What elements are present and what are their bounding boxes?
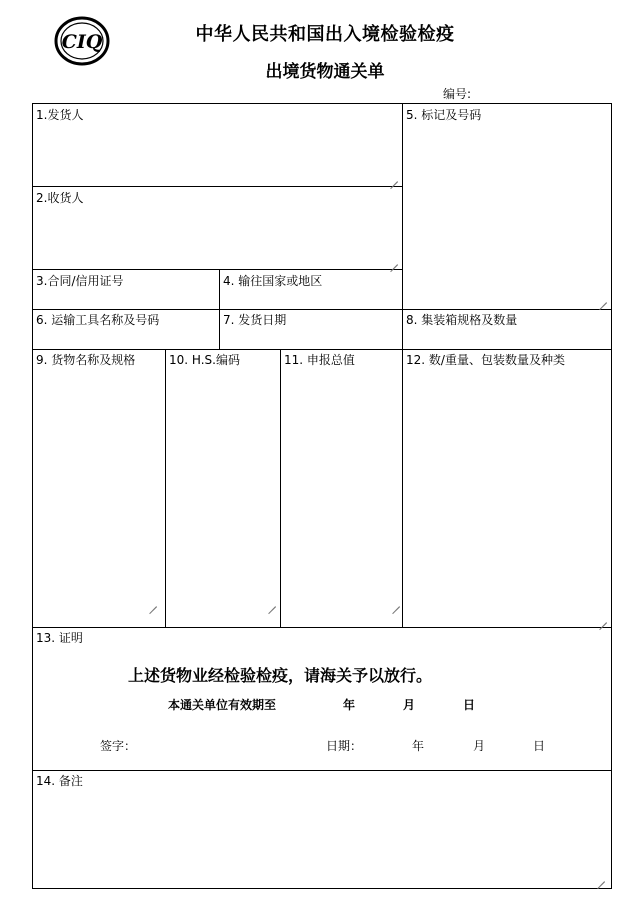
- goods-name-field[interactable]: [33, 350, 165, 627]
- consignee-label: 2.收货人: [36, 191, 84, 205]
- form-title: 中华人民共和国出入境检验检疫: [195, 24, 455, 45]
- resize-handle-icon[interactable]: [390, 257, 398, 265]
- declared-value-label: 11. 申报总值: [284, 353, 355, 367]
- resize-handle-icon[interactable]: [599, 295, 607, 303]
- divider: [32, 627, 612, 628]
- date-label: 日期：: [326, 739, 363, 753]
- transport-label: 6. 运输工具名称及号码: [36, 313, 160, 327]
- date-day-label: 日: [533, 739, 546, 753]
- contract-lc-label: 3.合同/信用证号: [36, 274, 124, 288]
- destination-country-label: 4. 输往国家或地区: [223, 274, 323, 288]
- contract-lc-field[interactable]: [33, 270, 219, 309]
- validity-label: 本通关单位有效期至: [168, 698, 277, 712]
- shipping-date-label: 7. 发货日期: [223, 313, 287, 327]
- quantity-weight-field[interactable]: [403, 350, 611, 627]
- release-statement: 上述货物业经检验检疫，请海关予以放行。: [128, 666, 433, 685]
- hs-code-label: 10. H.S.编码: [169, 353, 240, 367]
- destination-country-field[interactable]: [220, 270, 402, 309]
- transport-field[interactable]: [33, 310, 219, 349]
- certification-label: 13. 证明: [36, 631, 83, 645]
- validity-year-label: 年: [343, 698, 356, 712]
- goods-name-label: 9. 货物名称及规格: [36, 353, 136, 367]
- resize-handle-icon[interactable]: [268, 599, 276, 607]
- consignee-field[interactable]: [33, 187, 402, 269]
- resize-handle-icon[interactable]: [392, 599, 400, 607]
- resize-handle-icon[interactable]: [599, 615, 607, 623]
- consignor-label: 1.发货人: [36, 108, 84, 122]
- resize-handle-icon[interactable]: [390, 174, 398, 182]
- declared-value-field[interactable]: [281, 350, 402, 627]
- date-year-label: 年: [412, 739, 425, 753]
- quantity-weight-label: 12. 数/重量、包装数量及种类: [406, 353, 565, 367]
- resize-handle-icon[interactable]: [597, 874, 605, 882]
- signature-label: 签字：: [100, 739, 137, 753]
- logo-text: CIQ: [61, 31, 103, 53]
- remarks-label: 14. 备注: [36, 774, 83, 788]
- hs-code-field[interactable]: [166, 350, 280, 627]
- ciq-logo-icon: [54, 16, 110, 66]
- date-month-label: 月: [473, 739, 486, 753]
- validity-month-label: 月: [403, 698, 416, 712]
- form-subtitle: 出境货物通关单: [265, 62, 385, 82]
- remarks-field[interactable]: [33, 771, 611, 888]
- container-label: 8. 集装箱规格及数量: [406, 313, 518, 327]
- serial-number-label: 编号:: [443, 87, 472, 101]
- shipping-date-field[interactable]: [220, 310, 402, 349]
- marks-numbers-field[interactable]: [403, 104, 611, 309]
- resize-handle-icon[interactable]: [149, 599, 157, 607]
- consignor-field[interactable]: [33, 104, 402, 186]
- validity-day-label: 日: [463, 698, 476, 712]
- container-field[interactable]: [403, 310, 611, 349]
- marks-numbers-label: 5. 标记及号码: [406, 108, 482, 122]
